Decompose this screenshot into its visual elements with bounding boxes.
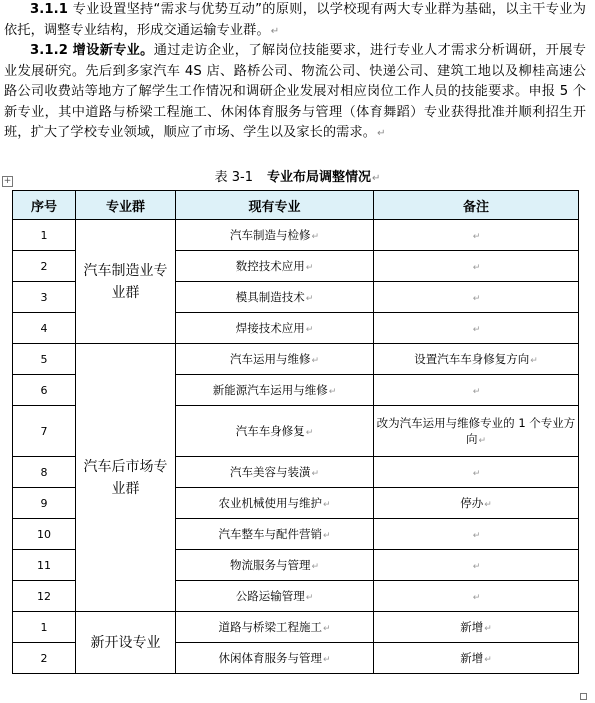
row-index-cell	[13, 406, 76, 457]
section-number: 3.1.1	[30, 2, 69, 17]
note-cell: ↵	[374, 581, 579, 612]
note-cell: 停办↵	[374, 488, 579, 519]
table-header-row	[13, 191, 579, 220]
row-index-cell	[13, 581, 76, 612]
paragraph-3-1-2: 3.1.2 增设新专业。通过走访企业，了解岗位技能要求，进行专业人才需求分析调研，开展专业发展研究。先后到多家汽车 4S 店、路桥公司、物流公司、快递公司、建筑工地以及柳桂高速公路公司收费站等地方了解学生工作情况和调研企业发展对相应岗位工作人员的技能要求。申报 5 个新专业，其中道路与桥梁工程施工、休闲体育服务与管理（体育舞蹈）专业获得批准并顺利招生开班，扩大了学校专业领域，顺应了市场、学生以及家长的需求。↵	[4, 43, 586, 140]
major-cell: 休闲体育服务与管理↵	[176, 643, 374, 674]
major-name: 数控技术应用	[235, 259, 305, 273]
major-cell: 物流服务与管理↵	[176, 550, 374, 581]
row-index: 12	[37, 589, 51, 603]
row-index-cell	[13, 344, 76, 375]
row-index: 1	[40, 228, 48, 242]
row-index: 10	[37, 527, 51, 541]
note-cell: ↵	[374, 251, 579, 282]
header-note: 备注	[374, 191, 579, 220]
row-index: 8	[40, 465, 48, 479]
header-index: 序号	[13, 191, 76, 220]
group-cell	[76, 344, 176, 612]
note-cell: ↵	[374, 457, 579, 488]
row-index-cell	[13, 457, 76, 488]
major-cell: 汽车整车与配件营销↵	[176, 519, 374, 550]
note-text: 新增	[460, 620, 484, 634]
note-cell: ↵	[374, 519, 579, 550]
major-name: 道路与桥梁工程施工	[218, 620, 322, 634]
major-cell: 汽车车身修复↵	[176, 406, 374, 457]
row-index-cell	[13, 282, 76, 313]
major-name: 汽车车身修复	[235, 424, 305, 438]
major-name: 汽车整车与配件营销	[218, 527, 322, 541]
group-name: 汽车后市场专业群	[83, 458, 168, 497]
note-cell: ↵	[374, 550, 579, 581]
major-name: 公路运输管理	[235, 589, 305, 603]
major-name: 汽车制造与检修	[229, 228, 311, 242]
row-index: 2	[40, 259, 48, 273]
major-cell: 新能源汽车运用与维修↵	[176, 375, 374, 406]
major-cell: 农业机械使用与维护↵	[176, 488, 374, 519]
major-cell: 公路运输管理↵	[176, 581, 374, 612]
major-name: 焊接技术应用	[235, 321, 305, 335]
row-index-cell	[13, 220, 76, 251]
row-index-cell	[13, 375, 76, 406]
note-cell: ↵	[374, 313, 579, 344]
row-index: 3	[40, 290, 48, 304]
major-name: 汽车运用与维修	[229, 352, 311, 366]
note-cell: 新增↵	[374, 643, 579, 674]
table-row	[13, 612, 579, 643]
note-text: 改为汽车运用与维修专业的 1 个专业方向	[376, 416, 576, 446]
major-layout-table	[12, 190, 579, 674]
note-text: 设置汽车车身修复方向	[414, 352, 530, 366]
row-index: 6	[40, 383, 48, 397]
major-cell: 道路与桥梁工程施工↵	[176, 612, 374, 643]
major-cell: 焊接技术应用↵	[176, 313, 374, 344]
row-index-cell	[13, 643, 76, 674]
note-cell: 设置汽车车身修复方向↵	[374, 344, 579, 375]
group-name: 新开设专业	[90, 634, 161, 651]
note-cell: 新增↵	[374, 612, 579, 643]
row-index: 1	[40, 620, 48, 634]
group-cell	[76, 612, 176, 674]
major-cell: 数控技术应用↵	[176, 251, 374, 282]
row-index-cell	[13, 612, 76, 643]
major-name: 农业机械使用与维护	[218, 496, 322, 510]
major-name: 汽车美容与装潢	[229, 465, 311, 479]
section-number: 3.1.2	[30, 43, 69, 58]
header-major: 现有专业	[176, 191, 374, 220]
row-index-cell	[13, 313, 76, 344]
table-caption: 表 3-1 专业布局调整情况↵	[214, 170, 381, 185]
row-index: 9	[40, 496, 48, 510]
note-cell: ↵	[374, 220, 579, 251]
row-index-cell	[13, 550, 76, 581]
major-name: 新能源汽车运用与维修	[212, 383, 328, 397]
row-index-cell	[13, 519, 76, 550]
row-index: 4	[40, 321, 48, 335]
table-row	[13, 220, 579, 251]
header-group: 专业群	[76, 191, 176, 220]
paragraph-text: 专业设置坚持“需求与优势互动”的原则，以学校现有两大专业群为基础，以主干专业为依托，调整专业结构，形成交通运输专业群。	[4, 2, 587, 38]
major-cell: 汽车制造与检修↵	[176, 220, 374, 251]
table-caption-label: 表 3-1	[214, 170, 253, 185]
major-name: 休闲体育服务与管理	[218, 651, 322, 665]
row-index: 11	[37, 558, 51, 572]
table-resize-handle[interactable]	[580, 693, 587, 700]
paragraph-3-1-1: 3.1.1 专业设置坚持“需求与优势互动”的原则，以学校现有两大专业群为基础，以主干专业为依托，调整专业结构，形成交通运输专业群。↵	[4, 2, 587, 38]
table-move-handle-icon[interactable]: +	[3, 176, 12, 186]
note-cell: ↵	[374, 282, 579, 313]
major-name: 物流服务与管理	[229, 558, 311, 572]
major-cell: 汽车运用与维修↵	[176, 344, 374, 375]
major-name: 模具制造技术	[235, 290, 305, 304]
note-text: 停办	[460, 496, 484, 510]
table-row	[13, 344, 579, 375]
table-caption-title: 专业布局调整情况	[266, 170, 371, 185]
note-cell: ↵	[374, 375, 579, 406]
paragraph-text: 通过走访企业，了解岗位技能要求，进行专业人才需求分析调研，开展专业发展研究。先后到多家汽车 4S 店、路桥公司、物流公司、快递公司、建筑工地以及柳桂高速公路公司收费站等地方了解学生工作情况和调研企业发展对相应岗位工作人员的技能要求。申报 5 个新专业，其中道路与桥梁工程施工、休闲体育服务与管理（体育舞蹈）专业获得批准并顺利招生开班，扩大了学校专业领域，顺应了市场、学生以及家长的需求。	[4, 43, 586, 140]
row-index: 7	[40, 424, 48, 438]
row-index-cell	[13, 251, 76, 282]
note-text: 新增	[460, 651, 484, 665]
row-index: 2	[40, 651, 48, 665]
row-index-cell	[13, 488, 76, 519]
major-cell: 模具制造技术↵	[176, 282, 374, 313]
paragraph-heading: 增设新专业。	[72, 43, 154, 58]
row-index: 5	[40, 352, 48, 366]
group-name: 汽车制造业专业群	[83, 262, 168, 301]
group-cell	[76, 220, 176, 344]
major-cell: 汽车美容与装潢↵	[176, 457, 374, 488]
note-cell: 改为汽车运用与维修专业的 1 个专业方向↵	[374, 406, 579, 457]
